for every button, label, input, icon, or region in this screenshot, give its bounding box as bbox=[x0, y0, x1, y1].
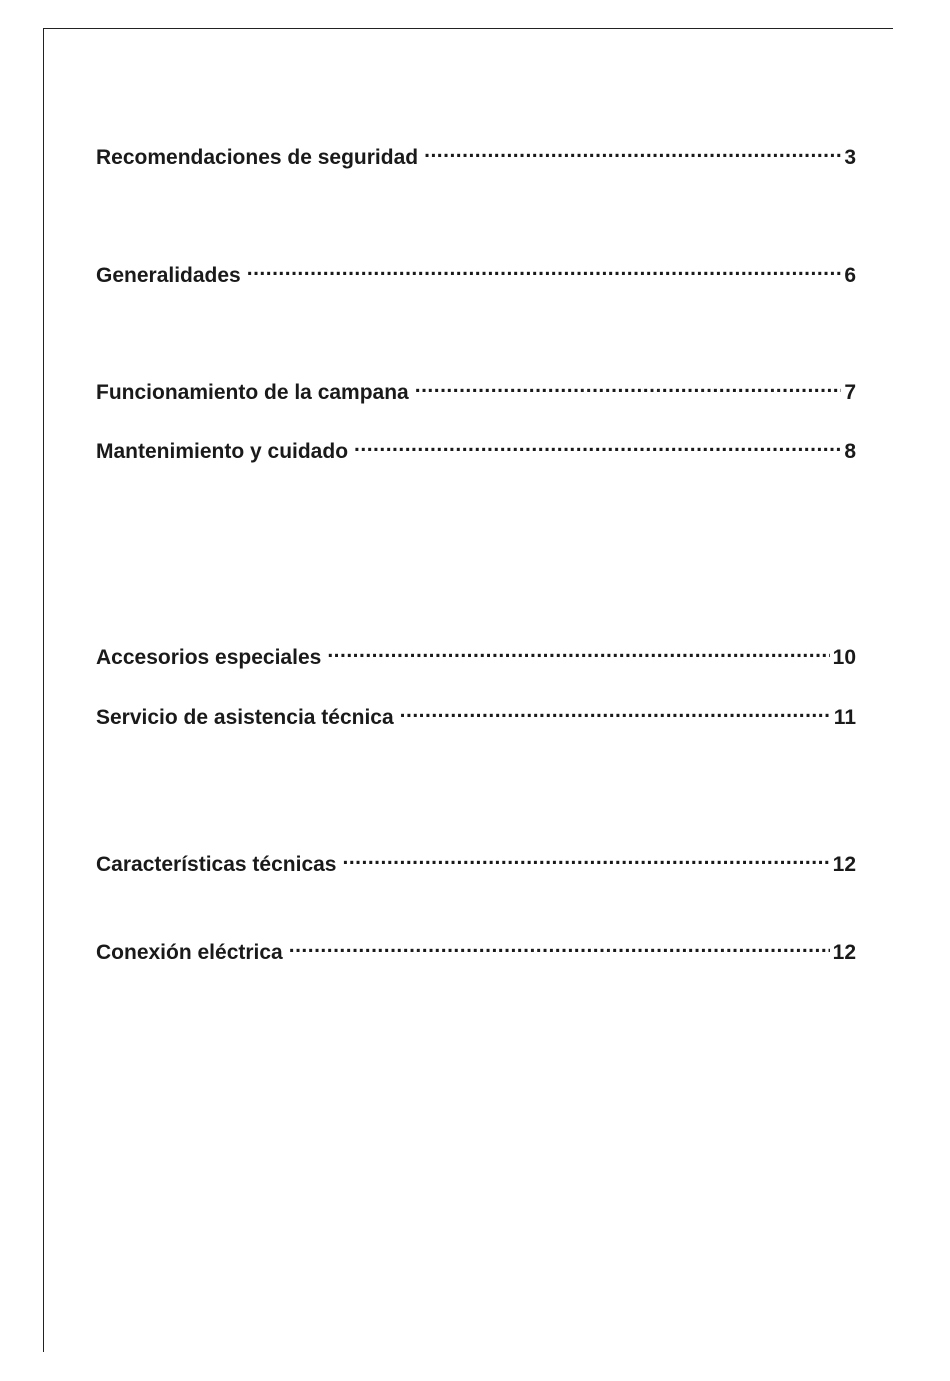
toc-leader-dots bbox=[415, 375, 842, 399]
toc-entry-title: Servicio de asistencia técnica bbox=[96, 706, 394, 729]
toc-leader-dots bbox=[424, 140, 841, 164]
toc-entry-conexion[interactable] bbox=[96, 935, 856, 966]
toc-leader-dots bbox=[327, 640, 829, 664]
toc-entry-page: 12 bbox=[832, 853, 856, 876]
toc-entry-title: Recomendaciones de seguridad bbox=[96, 146, 419, 169]
toc-entry-servicio[interactable] bbox=[96, 700, 856, 731]
toc-entry-page: 6 bbox=[844, 264, 856, 287]
toc-leader-dots bbox=[247, 258, 842, 282]
toc-leader-dots bbox=[289, 935, 830, 959]
toc-entry-funcionamiento[interactable] bbox=[96, 375, 856, 406]
frame-left-rule bbox=[43, 28, 44, 1352]
toc-entry-caracteristicas[interactable] bbox=[96, 847, 856, 878]
toc-entry-title: Funcionamiento de la campana bbox=[96, 381, 409, 404]
toc-entry-title: Accesorios especiales bbox=[96, 646, 322, 669]
toc-entry-title: Mantenimiento y cuidado bbox=[96, 440, 349, 463]
toc-entry-page: 3 bbox=[844, 146, 856, 169]
toc-entry-accesorios[interactable] bbox=[96, 640, 856, 671]
toc-entry-title: Conexión eléctrica bbox=[96, 941, 283, 964]
toc-entry-title: Generalidades bbox=[96, 264, 241, 287]
toc-entry-recomendaciones[interactable] bbox=[96, 140, 856, 171]
toc-entry-title: Características técnicas bbox=[96, 853, 337, 876]
toc-leader-dots bbox=[400, 700, 831, 724]
toc-leader-dots bbox=[343, 847, 830, 871]
toc-entry-page: 8 bbox=[844, 440, 856, 463]
toc-entry-page: 10 bbox=[832, 646, 856, 669]
toc-entry-page: 12 bbox=[832, 941, 856, 964]
toc-entry-generalidades[interactable] bbox=[96, 258, 856, 289]
toc-entry-mantenimiento[interactable] bbox=[96, 434, 856, 465]
table-of-contents bbox=[96, 0, 856, 1381]
toc-leader-dots bbox=[354, 434, 841, 458]
toc-entry-page: 7 bbox=[844, 381, 856, 404]
toc-entry-page: 11 bbox=[833, 706, 856, 729]
